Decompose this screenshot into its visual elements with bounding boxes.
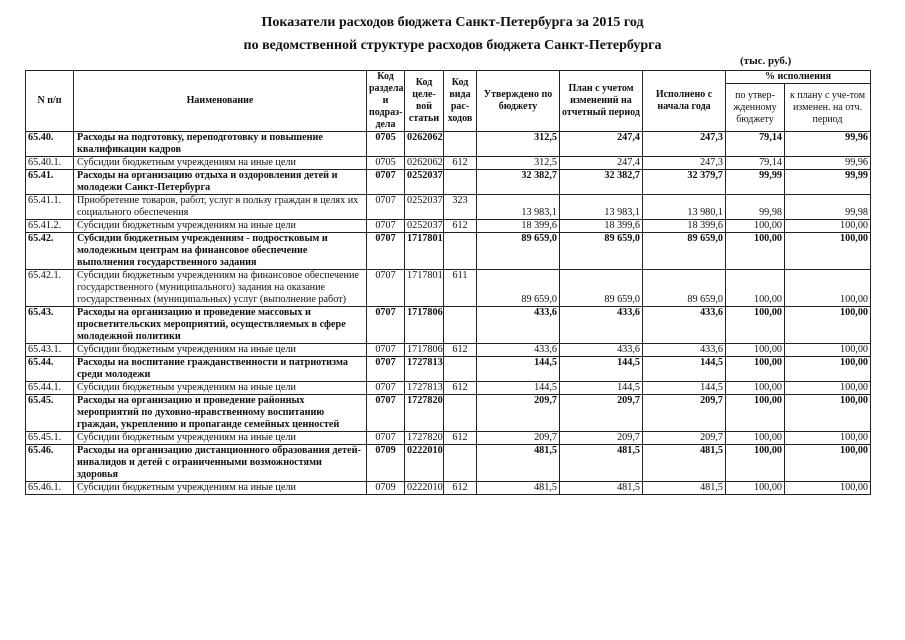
cell-section-code: 0707 [367,195,405,220]
cell-num: 65.42. [26,233,74,270]
cell-executed: 247,3 [643,157,726,170]
cell-plan: 89 659,0 [560,270,643,307]
cell-target-code: 0222010 [405,445,444,482]
cell-target-code: 1727813 [405,357,444,382]
cell-section-code: 0707 [367,395,405,432]
cell-pct-plan: 100,00 [785,270,871,307]
cell-section-code: 0707 [367,170,405,195]
cell-approved: 481,5 [477,482,560,495]
cell-executed: 13 980,1 [643,195,726,220]
cell-kind-code [444,132,477,157]
cell-plan: 89 659,0 [560,233,643,270]
header-section-code: Код раздела и подраз-дела [367,71,405,132]
cell-num: 65.46.1. [26,482,74,495]
cell-kind-code: 612 [444,220,477,233]
cell-num: 65.46. [26,445,74,482]
cell-pct-plan: 100,00 [785,233,871,270]
cell-name: Субсидии бюджетным учреждениям на иные цели [74,382,367,395]
cell-pct-budget: 99,98 [726,195,785,220]
cell-pct-plan: 99,98 [785,195,871,220]
cell-name: Субсидии бюджетным учреждениям на иные цели [74,482,367,495]
cell-kind-code: 612 [444,344,477,357]
cell-approved: 13 983,1 [477,195,560,220]
header-pct-plan: к плану с уче-том изменен. на отч. период [785,84,871,132]
cell-plan: 144,5 [560,357,643,382]
cell-num: 65.41.2. [26,220,74,233]
cell-pct-plan: 100,00 [785,344,871,357]
header-name: Наименование [74,71,367,132]
header-executed: Исполнено с начала года [643,71,726,132]
cell-executed: 144,5 [643,357,726,382]
cell-executed: 209,7 [643,432,726,445]
cell-kind-code [444,445,477,482]
header-pct-group: % исполнения [726,71,871,84]
cell-kind-code: 612 [444,432,477,445]
cell-target-code: 1727820 [405,432,444,445]
cell-num: 65.41.1. [26,195,74,220]
cell-name: Субсидии бюджетным учреждениям на иные цели [74,432,367,445]
table-row [26,170,871,195]
cell-pct-plan: 100,00 [785,382,871,395]
cell-pct-budget: 99,99 [726,170,785,195]
cell-executed: 247,3 [643,132,726,157]
cell-pct-plan: 100,00 [785,445,871,482]
cell-plan: 247,4 [560,132,643,157]
cell-target-code: 1727813 [405,382,444,395]
cell-section-code: 0705 [367,132,405,157]
cell-target-code: 1717806 [405,307,444,344]
cell-approved: 312,5 [477,157,560,170]
cell-kind-code: 612 [444,482,477,495]
cell-name: Расходы на воспитание гражданственности и патриотизма среди молодежи [74,357,367,382]
cell-section-code: 0707 [367,432,405,445]
header-plan: План с учетом изменений на отчетный период [560,71,643,132]
cell-kind-code: 611 [444,270,477,307]
cell-num: 65.45. [26,395,74,432]
table-row [26,382,871,395]
cell-target-code: 1717801 [405,233,444,270]
cell-pct-budget: 100,00 [726,382,785,395]
cell-target-code: 0262062 [405,157,444,170]
cell-executed: 144,5 [643,382,726,395]
cell-name: Приобретение товаров, работ, услуг в пользу граждан в целях их социального обеспечения [74,195,367,220]
cell-section-code: 0707 [367,344,405,357]
cell-name: Расходы на организацию отдыха и оздоровления детей и молодежи Санкт-Петербурга [74,170,367,195]
cell-section-code: 0707 [367,382,405,395]
table-row [26,395,871,432]
cell-approved: 433,6 [477,344,560,357]
cell-plan: 481,5 [560,482,643,495]
table-row [26,307,871,344]
cell-executed: 89 659,0 [643,270,726,307]
cell-num: 65.42.1. [26,270,74,307]
cell-approved: 89 659,0 [477,233,560,270]
cell-name: Расходы на организацию дистанционного образования детей-инвалидов и детей с ограниченными возможностями здоровья [74,445,367,482]
cell-kind-code: 612 [444,382,477,395]
table-row [26,482,871,495]
cell-executed: 481,5 [643,445,726,482]
cell-name: Субсидии бюджетным учреждениям на финансовое обеспечение государственного (муниципального) задания на оказание государственных (муниципальных) услуг (выполнение работ) [74,270,367,307]
table-row [26,233,871,270]
cell-pct-budget: 100,00 [726,344,785,357]
cell-executed: 89 659,0 [643,233,726,270]
cell-approved: 481,5 [477,445,560,482]
cell-target-code: 0252037 [405,170,444,195]
cell-kind-code: 612 [444,157,477,170]
cell-approved: 89 659,0 [477,270,560,307]
cell-approved: 32 382,7 [477,170,560,195]
cell-executed: 481,5 [643,482,726,495]
header-kind-code: Код вида рас-ходов [444,71,477,132]
cell-target-code: 0252037 [405,220,444,233]
cell-plan: 481,5 [560,445,643,482]
cell-approved: 144,5 [477,382,560,395]
table-row [26,195,871,220]
cell-target-code: 1727820 [405,395,444,432]
cell-pct-budget: 100,00 [726,307,785,344]
cell-pct-plan: 100,00 [785,357,871,382]
cell-section-code: 0707 [367,357,405,382]
cell-section-code: 0705 [367,157,405,170]
cell-section-code: 0707 [367,220,405,233]
table-row [26,344,871,357]
cell-name: Субсидии бюджетным учреждениям на иные цели [74,157,367,170]
cell-kind-code [444,395,477,432]
cell-kind-code: 323 [444,195,477,220]
cell-pct-plan: 100,00 [785,395,871,432]
cell-plan: 18 399,6 [560,220,643,233]
cell-pct-budget: 100,00 [726,270,785,307]
cell-pct-budget: 79,14 [726,132,785,157]
cell-pct-budget: 100,00 [726,233,785,270]
cell-pct-plan: 100,00 [785,432,871,445]
cell-plan: 144,5 [560,382,643,395]
cell-pct-budget: 100,00 [726,395,785,432]
cell-target-code: 1717806 [405,344,444,357]
cell-name: Субсидии бюджетным учреждениям на иные цели [74,344,367,357]
cell-pct-plan: 100,00 [785,220,871,233]
cell-name: Расходы на подготовку, переподготовку и повышение квалификации кадров [74,132,367,157]
cell-plan: 209,7 [560,432,643,445]
cell-section-code: 0707 [367,270,405,307]
units-note: (тыс. руб.) [740,55,792,67]
header-num: N п/п [26,71,74,132]
cell-pct-plan: 99,99 [785,170,871,195]
table-row [26,357,871,382]
cell-executed: 32 379,7 [643,170,726,195]
cell-num: 65.40. [26,132,74,157]
cell-num: 65.41. [26,170,74,195]
cell-kind-code [444,307,477,344]
cell-name: Расходы на организацию и проведение массовых и просветительских мероприятий, осуществляемых в сфере молодежной политики [74,307,367,344]
cell-plan: 209,7 [560,395,643,432]
cell-name: Субсидии бюджетным учреждениям - подростковым и молодежным центрам на финансовое обеспечение выполнения государственного задания [74,233,367,270]
cell-approved: 433,6 [477,307,560,344]
cell-section-code: 0707 [367,233,405,270]
header-pct-budget: по утвер-жденному бюджету [726,84,785,132]
cell-kind-code [444,233,477,270]
cell-plan: 433,6 [560,344,643,357]
cell-section-code: 0709 [367,445,405,482]
cell-approved: 209,7 [477,395,560,432]
cell-num: 65.43.1. [26,344,74,357]
cell-section-code: 0709 [367,482,405,495]
header-approved: Утверждено по бюджету [477,71,560,132]
table-row [26,270,871,307]
cell-executed: 209,7 [643,395,726,432]
cell-target-code: 1717801 [405,270,444,307]
cell-num: 65.44.1. [26,382,74,395]
cell-plan: 32 382,7 [560,170,643,195]
cell-pct-plan: 100,00 [785,482,871,495]
cell-num: 65.40.1. [26,157,74,170]
cell-kind-code [444,357,477,382]
report-subtitle: по ведомственной структуре расходов бюджета Санкт-Петербурга [243,38,662,53]
cell-approved: 209,7 [477,432,560,445]
cell-plan: 13 983,1 [560,195,643,220]
cell-section-code: 0707 [367,307,405,344]
cell-plan: 433,6 [560,307,643,344]
cell-num: 65.45.1. [26,432,74,445]
cell-approved: 312,5 [477,132,560,157]
table-row [26,445,871,482]
cell-plan: 247,4 [560,157,643,170]
cell-pct-budget: 79,14 [726,157,785,170]
cell-target-code: 0252037 [405,195,444,220]
table-row [26,132,871,157]
cell-executed: 433,6 [643,307,726,344]
report-title: Показатели расходов бюджета Санкт-Петербурга за 2015 год [261,15,644,30]
cell-num: 65.44. [26,357,74,382]
cell-num: 65.43. [26,307,74,344]
table-row [26,220,871,233]
cell-pct-budget: 100,00 [726,357,785,382]
cell-target-code: 0262062 [405,132,444,157]
table-row [26,432,871,445]
cell-pct-budget: 100,00 [726,482,785,495]
table-row [26,157,871,170]
cell-pct-plan: 99,96 [785,132,871,157]
cell-executed: 433,6 [643,344,726,357]
cell-name: Субсидии бюджетным учреждениям на иные цели [74,220,367,233]
cell-approved: 144,5 [477,357,560,382]
cell-pct-budget: 100,00 [726,220,785,233]
cell-name: Расходы на организацию и проведение районных мероприятий по духовно-нравственному воспитанию граждан, укреплению и пропаганде семейных ценностей [74,395,367,432]
budget-table [25,70,871,495]
cell-executed: 18 399,6 [643,220,726,233]
cell-pct-budget: 100,00 [726,432,785,445]
cell-target-code: 0222010 [405,482,444,495]
header-target-code: Код целе-вой статьи [405,71,444,132]
cell-pct-plan: 100,00 [785,307,871,344]
cell-pct-budget: 100,00 [726,445,785,482]
cell-pct-plan: 99,96 [785,157,871,170]
cell-kind-code [444,170,477,195]
cell-approved: 18 399,6 [477,220,560,233]
